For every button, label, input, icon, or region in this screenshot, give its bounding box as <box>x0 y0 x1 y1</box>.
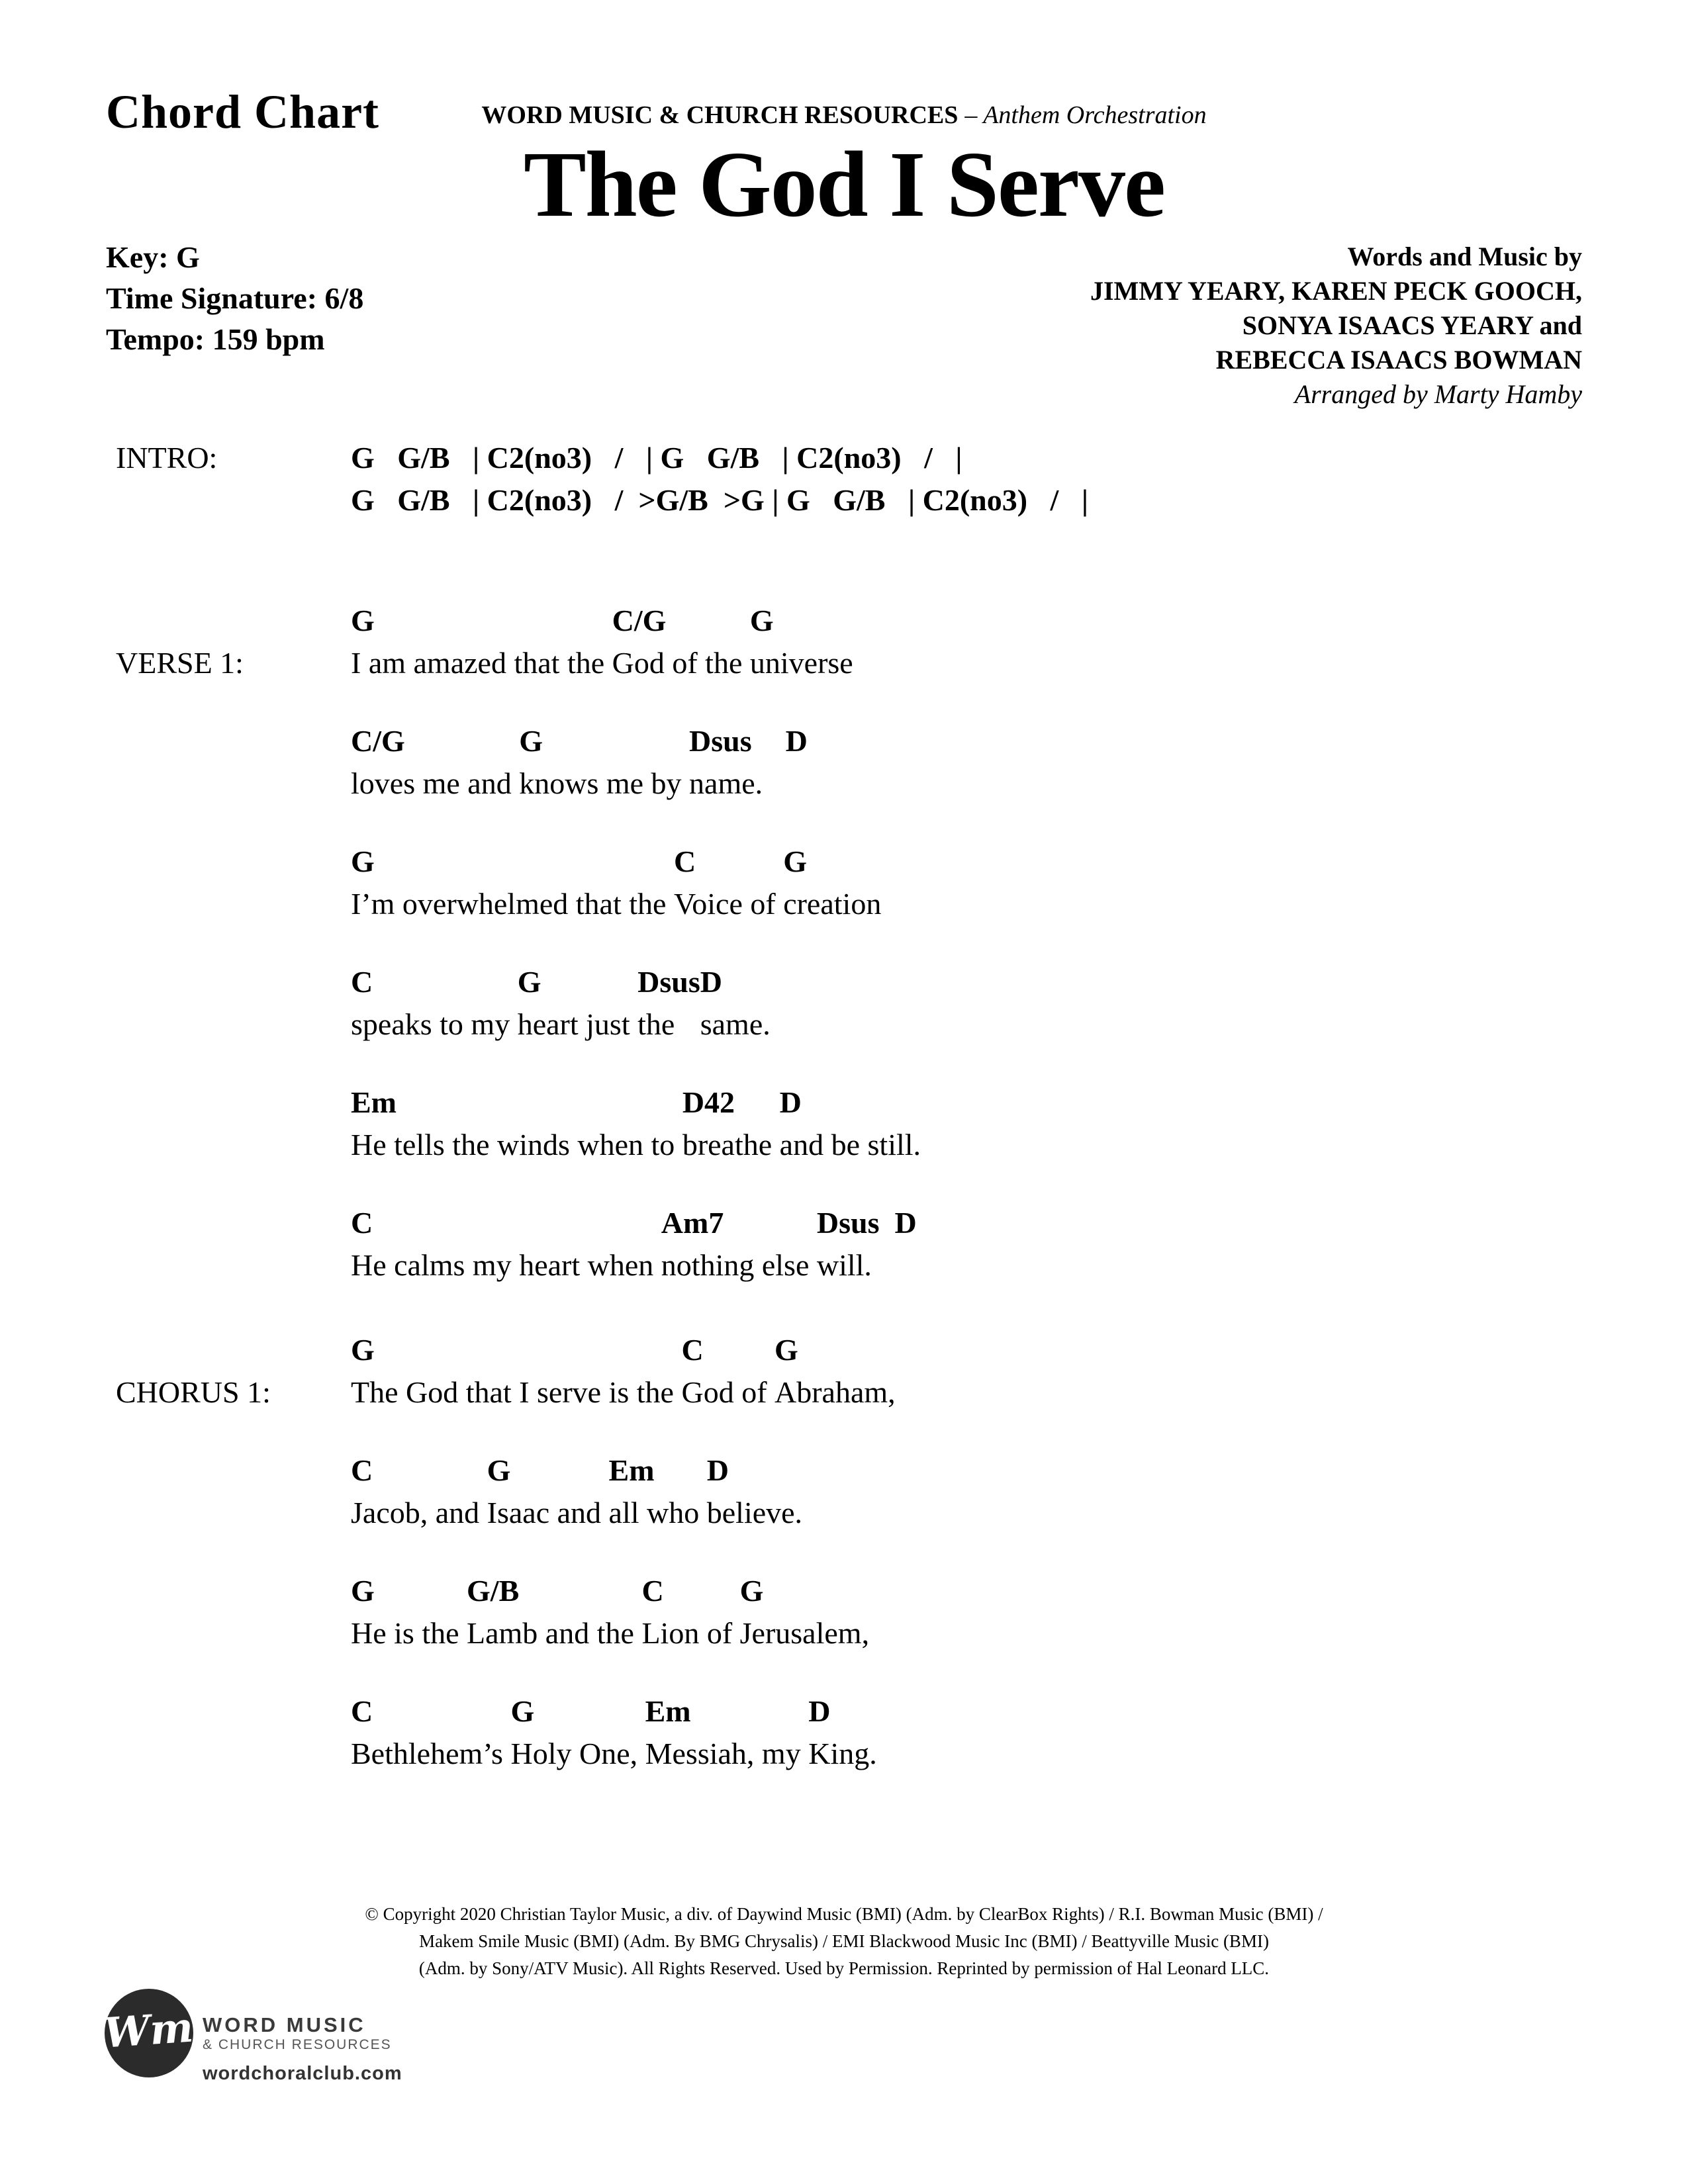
lyric-text: heart just <box>517 1007 638 1041</box>
chord-lyric-segment <box>612 600 750 684</box>
song-section <box>116 600 1635 1287</box>
song-section <box>116 437 1635 522</box>
chord-lyric-segment <box>351 600 612 684</box>
chord-lyric-segment <box>467 1570 641 1655</box>
chord-lyric-segment <box>707 1449 802 1534</box>
chord: G <box>487 1453 511 1487</box>
chord: G/B <box>467 1574 520 1608</box>
lyric-text: Abraham, <box>774 1375 896 1409</box>
lyric-text: speaks to my <box>351 1007 518 1041</box>
chord-lyric-segment <box>609 1449 707 1534</box>
chord-lyric-line <box>351 720 1635 805</box>
chord-lyric-line <box>351 1081 1635 1166</box>
lyric-text: Messiah, my <box>645 1737 809 1770</box>
lyric-text: I’m overwhelmed that the <box>351 887 674 921</box>
chord-lyric-segment <box>817 1202 895 1287</box>
chord-lyric-line <box>351 1449 1635 1534</box>
section-lines <box>351 437 1635 522</box>
chord: G <box>519 724 543 758</box>
lyric-text: He tells the winds when to <box>351 1128 682 1161</box>
lyric-text: Bethlehem’s <box>351 1737 511 1770</box>
chord-line: G G/B | C2(no3) / >G/B >G | G G/B | C2(no3) / | <box>351 483 1088 517</box>
chord-lyric-segment <box>351 1081 682 1166</box>
chord: C/G <box>351 724 405 758</box>
lyric-text <box>786 762 808 805</box>
section-label: INTRO: <box>116 441 218 475</box>
lyric-text: breathe <box>682 1128 780 1161</box>
chord: G <box>510 1694 535 1728</box>
publisher-name: WORD MUSIC & CHURCH RESOURCES <box>481 101 959 129</box>
lyric-text: universe <box>749 646 853 680</box>
lyric-text: all who <box>608 1496 707 1529</box>
chord: C <box>351 1694 373 1728</box>
chord: C <box>351 965 373 999</box>
copyright-line: © Copyright 2020 Christian Taylor Music, a div. of Daywind Music (BMI) (Adm. by ClearBox Rights) / R.I. Bowman Music (BMI) / <box>365 1904 1323 1924</box>
chord: Dsus <box>816 1206 880 1240</box>
title-block <box>278 101 1410 234</box>
chord: D <box>706 1453 729 1487</box>
chord-lyric-segment <box>351 1570 467 1655</box>
chord-lyric-segment <box>774 1329 896 1414</box>
lyric-text: will. <box>816 1248 895 1282</box>
chord-lyric-segment <box>681 1329 774 1414</box>
lyric-text: The God that I serve is the <box>351 1375 682 1409</box>
chord-lyric-line <box>351 961 1635 1046</box>
lyric-text: name. <box>689 766 786 800</box>
credit-line: Words and Music by <box>1347 242 1582 271</box>
meta-time-signature: Time Signature: 6/8 <box>106 281 364 315</box>
lyric-text: knows me by <box>519 766 690 800</box>
chord: Em <box>351 1085 397 1119</box>
copyright-line: (Adm. by Sony/ATV Music). All Rights Reserved. Used by Permission. Reprinted by permission of Hal Leonard LLC. <box>418 1958 1270 1978</box>
logo-name: WORD MUSIC <box>203 2013 366 2036</box>
chord-lyric-line <box>351 841 1635 925</box>
chord-lyric-segment <box>510 1690 645 1775</box>
credit-line: SONYA ISAACS YEARY and <box>1242 310 1582 340</box>
chord-lyric-segment <box>780 1081 921 1166</box>
lyric-text: He is the <box>351 1616 467 1650</box>
chord-lyric-segment <box>487 1449 609 1534</box>
chord-lyric-segment <box>351 1449 487 1534</box>
chord-lyric-line <box>351 1570 1635 1655</box>
meta-tempo: Tempo: 159 bpm <box>106 322 325 356</box>
chord: G <box>783 844 807 878</box>
arranger-credit: Arranged by Marty Hamby <box>1294 379 1582 409</box>
chord-lyric-segment <box>808 1690 877 1775</box>
chord: G <box>351 604 375 637</box>
lyric-text: King. <box>808 1737 877 1770</box>
chord: G <box>351 1574 375 1608</box>
chord: Dsus <box>689 724 752 758</box>
lyric-text: and be still. <box>779 1128 921 1161</box>
publisher-subtitle: – Anthem Orchestration <box>964 101 1207 129</box>
lyric-text: the <box>637 1007 682 1041</box>
chord-lyric-segment <box>894 1202 916 1287</box>
publisher-line <box>278 101 1410 130</box>
chord-lyric-segment <box>674 841 783 925</box>
lyric-text: I am amazed that the <box>351 646 612 680</box>
chord: Em <box>608 1453 655 1487</box>
wm-logo-circle <box>102 1989 195 2077</box>
chord-lyric-segment <box>519 720 689 805</box>
lyric-text: same. <box>700 1007 771 1041</box>
chord: D <box>700 965 722 999</box>
chord: Am7 <box>661 1206 724 1240</box>
chord: C <box>681 1333 704 1367</box>
credits-block <box>1090 240 1582 412</box>
section-label: CHORUS 1: <box>116 1375 271 1409</box>
song-section <box>116 1329 1635 1775</box>
logo-website: wordchoralclub.com <box>203 2063 402 2084</box>
chord-lyric-segment <box>351 841 674 925</box>
meta-key: Key: G <box>106 240 200 274</box>
chord: G <box>351 1333 375 1367</box>
chord: C/G <box>612 604 667 637</box>
copyright-block <box>0 1901 1688 1982</box>
chord: G <box>739 1574 764 1608</box>
chord-lyric-segment <box>351 1690 510 1775</box>
chord-lyric-segment <box>786 720 808 805</box>
chord-line: G G/B | C2(no3) / | G G/B | C2(no3) / | <box>351 441 962 475</box>
chord-lyric-segment <box>700 961 771 1046</box>
chord: D <box>894 1206 917 1240</box>
chord: D <box>779 1085 802 1119</box>
lyric-text: Lamb and the <box>467 1616 642 1650</box>
section-lines <box>351 600 1635 1287</box>
chord-lyric-segment <box>661 1202 817 1287</box>
lyric-text: creation <box>783 887 882 921</box>
lyric-text <box>894 1244 916 1287</box>
chord-lyric-segment <box>351 961 518 1046</box>
wm-monogram-icon: Wm <box>102 2003 195 2058</box>
lyric-text: Isaac and <box>487 1496 609 1529</box>
chord: C <box>351 1453 373 1487</box>
song-title: The God I Serve <box>524 132 1164 236</box>
credit-line: JIMMY YEARY, KAREN PECK GOOCH, <box>1090 276 1582 306</box>
lyric-text: nothing else <box>661 1248 817 1282</box>
chord-lyric-segment <box>351 1329 681 1414</box>
doc-type-label: Chord Chart <box>106 85 380 138</box>
lyric-text: believe. <box>706 1496 803 1529</box>
chord: D <box>785 724 808 758</box>
chord-lyric-segment <box>783 841 881 925</box>
chord: Dsus <box>637 965 700 999</box>
section-lines <box>351 1329 1635 1775</box>
lyric-text: God of <box>681 1375 775 1409</box>
chord-lyric-line <box>351 1690 1635 1775</box>
lyric-text: loves me and <box>351 766 520 800</box>
chord: G <box>749 604 774 637</box>
chord-lyric-segment <box>641 1570 739 1655</box>
meta-block <box>106 237 363 360</box>
logo-subname: & CHURCH RESOURCES <box>203 2037 392 2052</box>
lyric-text: He calms my heart when <box>351 1248 661 1282</box>
lyric-text: Voice of <box>673 887 784 921</box>
chord-lyric-segment <box>518 961 637 1046</box>
song-sections <box>116 437 1635 1775</box>
section-label: VERSE 1: <box>116 646 244 680</box>
chord: G <box>517 965 541 999</box>
chord-lyric-line <box>351 600 1635 684</box>
credit-line: REBECCA ISAACS BOWMAN <box>1215 345 1582 375</box>
chord-lyric-segment <box>645 1690 809 1775</box>
chord-lyric-line <box>351 1202 1635 1287</box>
lyric-text: God of the <box>612 646 750 680</box>
lyric-text: Holy One, <box>510 1737 645 1770</box>
chord-lyric-segment <box>351 1202 661 1287</box>
chord: Em <box>645 1694 691 1728</box>
chord-lyric-segment <box>750 600 853 684</box>
lyric-text: Lion of <box>641 1616 740 1650</box>
lyric-text: Jerusalem, <box>739 1616 870 1650</box>
chord-lyric-segment <box>351 720 519 805</box>
chord-lyric-segment <box>637 961 700 1046</box>
chord-lyric-line <box>351 1329 1635 1414</box>
copyright-line: Makem Smile Music (BMI) (Adm. By BMG Chrysalis) / EMI Blackwood Music Inc (BMI) / Beattyville Music (BMI) <box>419 1931 1269 1951</box>
chord-lyric-segment <box>689 720 786 805</box>
lyric-text: Jacob, and <box>351 1496 487 1529</box>
chord: G <box>351 844 375 878</box>
chord-lyric-segment <box>682 1081 780 1166</box>
chord: C <box>351 1206 373 1240</box>
logo-text-block <box>203 2014 534 2085</box>
chord: C <box>673 844 696 878</box>
chord: G <box>774 1333 798 1367</box>
chord-lyric-segment <box>740 1570 869 1655</box>
chord: C <box>641 1574 664 1608</box>
chord: D <box>808 1694 831 1728</box>
chord: D42 <box>682 1085 735 1119</box>
